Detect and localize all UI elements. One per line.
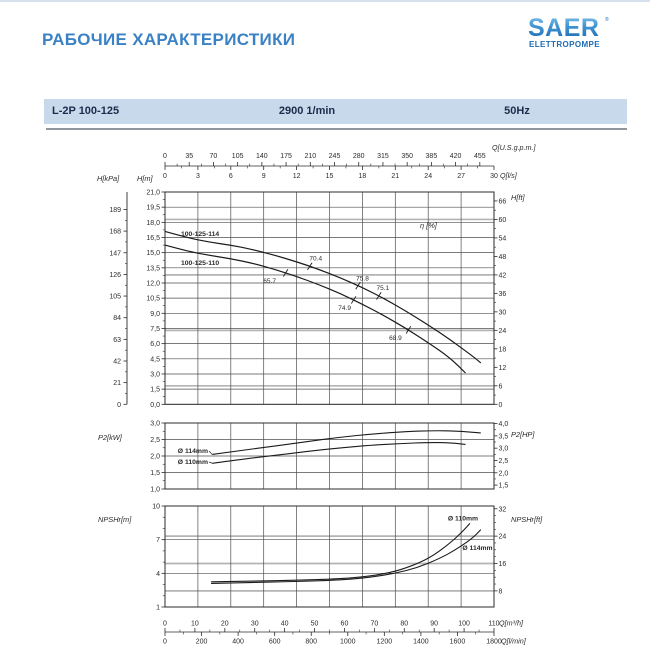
head-m-tick-label: 15,0 (146, 250, 160, 258)
power-label-114: Ø 114mm (177, 448, 208, 455)
lmin-tick-label: 200 (195, 638, 208, 646)
lmin-tick-label: 1400 (413, 638, 429, 646)
npsh-ft-tick-label: 32 (498, 506, 507, 514)
page-title: РАБОЧИЕ ХАРАКТЕРИСТИКИ (42, 30, 296, 49)
npsh-m-axis-label: NPSHr[m] (98, 515, 132, 524)
usgpm-tick-label: 0 (163, 153, 167, 160)
power-label-110: Ø 110mm (177, 459, 208, 466)
head-ft-tick-label: 66 (498, 198, 507, 206)
m3h-tick-label: 40 (280, 620, 289, 628)
usgpm-tick-label: 105 (231, 153, 244, 160)
m3h-tick-label: 20 (220, 620, 229, 628)
efficiency-value-label: 70.4 (309, 255, 323, 263)
head-ft-tick-label: 36 (498, 290, 507, 298)
head-ft-tick-label: 12 (498, 364, 507, 372)
head-ft-tick-label: 6 (498, 383, 503, 391)
head-m-tick-label: 6,0 (150, 341, 160, 349)
npsh-ft-tick-label: 8 (498, 588, 503, 596)
kpa-tick-label: 21 (113, 380, 121, 388)
ls-tick-label: 3 (195, 173, 200, 180)
usgpm-tick-label: 315 (377, 153, 389, 160)
m3h-axis-label: Q[m³/h] (499, 618, 523, 628)
head-ft-tick-label: 30 (498, 309, 507, 317)
m3h-tick-label: 100 (458, 620, 470, 628)
head-m-axis-label: H[m] (137, 174, 153, 183)
lmin-tick-label: 1000 (339, 638, 356, 646)
power-hp-tick-label: 3,5 (498, 433, 509, 441)
usgpm-tick-label: 420 (449, 153, 462, 160)
power-hp-axis-label: P2[HP] (511, 430, 535, 439)
efficiency-axis-label: η [%] (420, 221, 437, 230)
npsh-m-tick-label: 1 (156, 604, 160, 612)
head-m-tick-label: 0,0 (150, 401, 160, 409)
head-m-tick-label: 13,5 (146, 265, 160, 273)
lmin-tick-label: 800 (305, 638, 318, 646)
npsh-curve-Ø 114mm (211, 530, 481, 584)
m3h-tick-label: 30 (250, 620, 259, 628)
model-label: L-2P 100-125 (52, 105, 120, 117)
m3h-tick-label: 10 (191, 620, 199, 628)
m3h-tick-label: 50 (310, 620, 319, 628)
lmin-tick-label: 400 (232, 638, 244, 646)
npsh-label-110: Ø 110mm (447, 515, 479, 523)
usgpm-tick-label: 280 (352, 153, 365, 160)
power-hp-tick-label: 1,5 (498, 482, 509, 490)
kpa-tick-label: 0 (117, 401, 121, 409)
ls-tick-label: 24 (424, 173, 433, 180)
usgpm-tick-label: 35 (185, 153, 194, 160)
npsh-ft-tick-label: 24 (498, 533, 507, 541)
head-ft-tick-label: 24 (498, 327, 507, 335)
usgpm-tick-label: 175 (280, 153, 292, 160)
head-m-tick-label: 7,5 (150, 325, 160, 333)
usgpm-axis-label: Q[U.S.g.p.m.] (492, 143, 536, 152)
efficiency-tick-mark (351, 296, 356, 303)
ls-tick-label: 9 (261, 173, 266, 180)
lmin-tick-label: 1200 (376, 638, 393, 646)
power-kw-tick-label: 2,5 (150, 437, 160, 444)
ls-tick-label: 6 (228, 173, 233, 180)
logo-subtext: ELETTROPOMPE (529, 40, 601, 49)
power-kw-axis-label: P2[kW] (98, 433, 122, 442)
head-ft-tick-label: 18 (498, 346, 507, 354)
power-kw-tick-label: 1,5 (150, 470, 160, 477)
m3h-tick-label: 110 (488, 620, 500, 628)
curve-label-110: 100-125-110 (181, 260, 220, 267)
power-curve-Ø 110mm (212, 443, 465, 464)
efficiency-value-label: 68.9 (389, 334, 402, 342)
usgpm-tick-label: 385 (425, 153, 438, 160)
kpa-tick-label: 189 (109, 206, 121, 214)
speed-label: 2900 1/min (278, 105, 336, 117)
power-kw-tick-label: 3,0 (150, 420, 160, 428)
head-m-tick-label: 4,5 (150, 356, 160, 364)
lmin-tick-label: 0 (163, 638, 167, 646)
npsh-ft-axis-label: NPSHr[ft] (511, 515, 543, 524)
power-hp-tick-label: 2,0 (498, 470, 509, 478)
head-ft-axis-label: H[ft] (511, 193, 525, 202)
power-hp-tick-label: 3,0 (498, 445, 509, 453)
efficiency-value-label: 75.1 (376, 284, 390, 292)
m3h-tick-label: 0 (163, 620, 167, 628)
usgpm-tick-label: 350 (401, 153, 414, 160)
head-m-tick-label: 21,0 (146, 189, 160, 197)
kpa-tick-label: 147 (109, 250, 121, 258)
head-kpa-axis-label: H[kPa] (97, 174, 120, 183)
curve-label-114: 100-125-114 (181, 231, 220, 238)
ls-tick-label: 18 (358, 173, 367, 180)
pump-curve-100-125-114 (165, 231, 481, 363)
m3h-tick-label: 90 (430, 620, 439, 628)
head-m-tick-label: 3,0 (150, 371, 160, 379)
logo-text: SAER (528, 14, 600, 42)
head-m-tick-label: 18,0 (146, 219, 160, 227)
head-ft-tick-label: 48 (498, 253, 507, 261)
kpa-tick-label: 84 (113, 315, 121, 323)
head-m-tick-label: 19,5 (146, 204, 160, 212)
head-m-tick-label: 9,0 (150, 310, 160, 318)
head-ft-tick-label: 54 (498, 235, 507, 243)
lmin-tick-label: 600 (268, 638, 281, 646)
npsh-m-tick-label: 10 (152, 503, 160, 511)
npsh-ft-tick-label: 16 (498, 560, 507, 568)
ls-axis-label: Q[l/s] (500, 171, 517, 180)
kpa-tick-label: 63 (113, 336, 121, 344)
ls-tick-label: 21 (391, 173, 400, 180)
lmin-tick-label: 1800 (486, 638, 502, 646)
m3h-tick-label: 80 (400, 620, 409, 628)
efficiency-value-label: 75.8 (356, 275, 369, 283)
frequency-label: 50Hz (504, 105, 530, 117)
kpa-tick-label: 126 (109, 271, 121, 279)
power-kw-tick-label: 2,0 (150, 453, 160, 461)
usgpm-tick-label: 455 (473, 153, 486, 160)
npsh-label-114: Ø 114mm (462, 545, 493, 552)
usgpm-tick-label: 70 (209, 153, 218, 160)
power-hp-tick-label: 4,0 (498, 421, 509, 429)
logo-registered-mark: ® (605, 17, 609, 23)
head-m-tick-label: 10,5 (146, 295, 160, 303)
head-ft-tick-label: 0 (498, 401, 503, 409)
kpa-tick-label: 168 (109, 228, 121, 236)
ls-tick-label: 12 (292, 173, 301, 180)
usgpm-tick-label: 210 (304, 153, 317, 160)
head-m-tick-label: 16,5 (146, 234, 160, 242)
efficiency-value-label: 65.7 (263, 277, 276, 285)
power-hp-tick-label: 2,5 (498, 457, 509, 465)
power-label-leader (209, 462, 212, 463)
npsh-m-tick-label: 7 (156, 537, 160, 545)
power-label-leader (209, 451, 212, 454)
usgpm-tick-label: 140 (256, 153, 268, 160)
npsh-m-tick-label: 4 (156, 570, 160, 578)
ls-tick-label: 15 (325, 173, 334, 180)
power-kw-tick-label: 1,0 (150, 486, 160, 494)
lmin-axis-label: Q[l/min] (501, 636, 526, 646)
m3h-tick-label: 70 (370, 620, 379, 628)
head-ft-tick-label: 42 (498, 272, 507, 280)
kpa-tick-label: 105 (109, 293, 121, 301)
usgpm-tick-label: 245 (328, 153, 341, 160)
head-ft-tick-label: 60 (498, 216, 507, 224)
head-m-tick-label: 12,0 (146, 280, 160, 288)
m3h-tick-label: 60 (340, 620, 349, 628)
kpa-tick-label: 42 (113, 358, 121, 366)
ls-tick-label: 27 (457, 173, 465, 180)
ls-tick-label: 30 (490, 173, 498, 180)
lmin-tick-label: 1600 (449, 638, 466, 646)
ls-tick-label: 0 (163, 173, 167, 180)
efficiency-value-label: 74.9 (338, 304, 351, 312)
head-m-tick-label: 1,5 (150, 386, 160, 394)
